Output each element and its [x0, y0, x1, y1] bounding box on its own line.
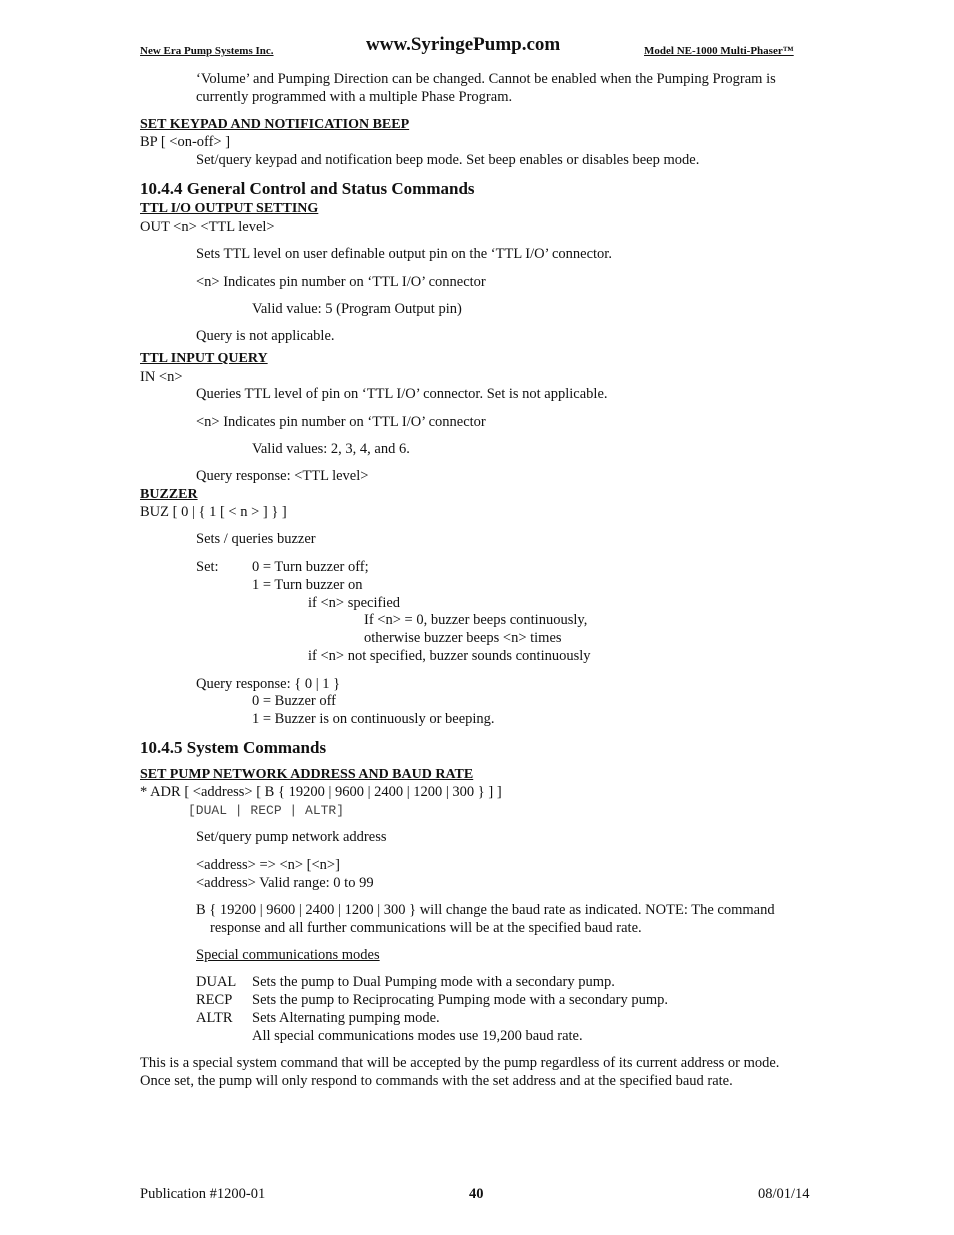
page-number: 40 [469, 1186, 484, 1202]
ttl-out-valid: Valid value: 5 (Program Output pin) [252, 301, 462, 317]
ttl-out-query: Query is not applicable. [196, 328, 335, 344]
adr-syntax: * ADR [ <address> [ B { 19200 | 9600 | 2400 | 1200 | 300 } ] ] [140, 784, 502, 800]
ttl-in-n-desc: <n> Indicates pin number on ‘TTL I/O’ connector [196, 414, 486, 430]
adr-syntax-modes: [DUAL | RECP | ALTR] [188, 803, 345, 818]
mode-code: RECP [196, 992, 233, 1008]
buzzer-title: BUZZER [140, 487, 198, 502]
buzzer-query-1: 1 = Buzzer is on continuously or beeping. [252, 711, 495, 727]
adr-baud-line-2: response and all further communications will be at the specified baud rate. [210, 920, 642, 936]
beep-title: SET KEYPAD AND NOTIFICATION BEEP [140, 117, 410, 132]
ttl-in-syntax: IN <n> [140, 369, 183, 385]
buzzer-query-0: 0 = Buzzer off [252, 693, 337, 709]
modes-baud-note: All special communications modes use 19,200 baud rate. [252, 1028, 583, 1044]
ttl-in-title: TTL INPUT QUERY [140, 351, 268, 366]
mode-desc: Sets Alternating pumping mode. [252, 1010, 440, 1026]
adr-address-range: <address> Valid range: 0 to 99 [196, 875, 374, 891]
adr-address-format: <address> => <n> [<n>] [196, 857, 340, 873]
beep-desc: Set/query keypad and notification beep mode. Set beep enables or disables beep mode. [196, 152, 700, 168]
buzzer-if-n: if <n> specified [308, 595, 401, 611]
buzzer-syntax: BUZ [ 0 | { 1 [ < n > ] } ] [140, 504, 287, 520]
buzzer-set-0: 0 = Turn buzzer off; [252, 559, 369, 575]
buzzer-if-not: if <n> not specified, buzzer sounds continuously [308, 648, 591, 664]
intro-line-1: ‘Volume’ and Pumping Direction can be changed. Cannot be enabled when the Pumping Program is [196, 71, 776, 87]
section-10-4-5-heading: 10.4.5 System Commands [140, 738, 327, 757]
header-company: New Era Pump Systems Inc. [140, 45, 274, 57]
buzzer-desc: Sets / queries buzzer [196, 531, 316, 547]
ttl-out-n-desc: <n> Indicates pin number on ‘TTL I/O’ connector [196, 274, 486, 290]
buzzer-otherwise: otherwise buzzer beeps <n> times [364, 630, 562, 646]
adr-title: SET PUMP NETWORK ADDRESS AND BAUD RATE [140, 767, 474, 782]
intro-line-2: currently programmed with a multiple Phase Program. [196, 89, 513, 105]
ttl-out-title: TTL I/O OUTPUT SETTING [140, 201, 319, 216]
header-model: Model NE-1000 Multi-Phaser™ [644, 45, 794, 57]
footer-publication: Publication #1200-01 [140, 1186, 266, 1202]
mode-desc: Sets the pump to Dual Pumping mode with a secondary pump. [252, 974, 615, 990]
adr-footer-line-1: This is a special system command that will be accepted by the pump regardless of its current address or mode. [140, 1055, 780, 1071]
ttl-in-desc: Queries TTL level of pin on ‘TTL I/O’ connector. Set is not applicable. [196, 386, 608, 402]
adr-desc: Set/query pump network address [196, 829, 387, 845]
beep-syntax: BP [ <on-off> ] [140, 134, 231, 150]
adr-special-modes-heading: Special communications modes [196, 947, 380, 963]
footer-date: 08/01/14 [758, 1186, 810, 1202]
buzzer-if-n-zero: If <n> = 0, buzzer beeps continuously, [364, 612, 588, 628]
ttl-out-desc: Sets TTL level on user definable output pin on the ‘TTL I/O’ connector. [196, 246, 612, 262]
adr-baud-line-1: B { 19200 | 9600 | 2400 | 1200 | 300 } will change the baud rate as indicated. NOTE: The command [196, 902, 775, 918]
mode-desc: Sets the pump to Reciprocating Pumping mode with a secondary pump. [252, 992, 669, 1008]
section-10-4-4-heading: 10.4.4 General Control and Status Commands [140, 179, 475, 198]
buzzer-query: Query response: { 0 | 1 } [196, 676, 341, 692]
ttl-out-syntax: OUT <n> <TTL level> [140, 219, 275, 235]
adr-footer-line-2: Once set, the pump will only respond to commands with the set address and at the specified baud rate. [140, 1073, 733, 1089]
mode-code: DUAL [196, 974, 237, 990]
buzzer-set-label: Set: [196, 559, 219, 575]
ttl-in-valid: Valid values: 2, 3, 4, and 6. [252, 441, 410, 457]
ttl-in-query: Query response: <TTL level> [196, 468, 369, 484]
buzzer-set-1: 1 = Turn buzzer on [252, 577, 363, 593]
mode-code: ALTR [196, 1010, 233, 1026]
header-website: www.SyringePump.com [366, 34, 561, 55]
